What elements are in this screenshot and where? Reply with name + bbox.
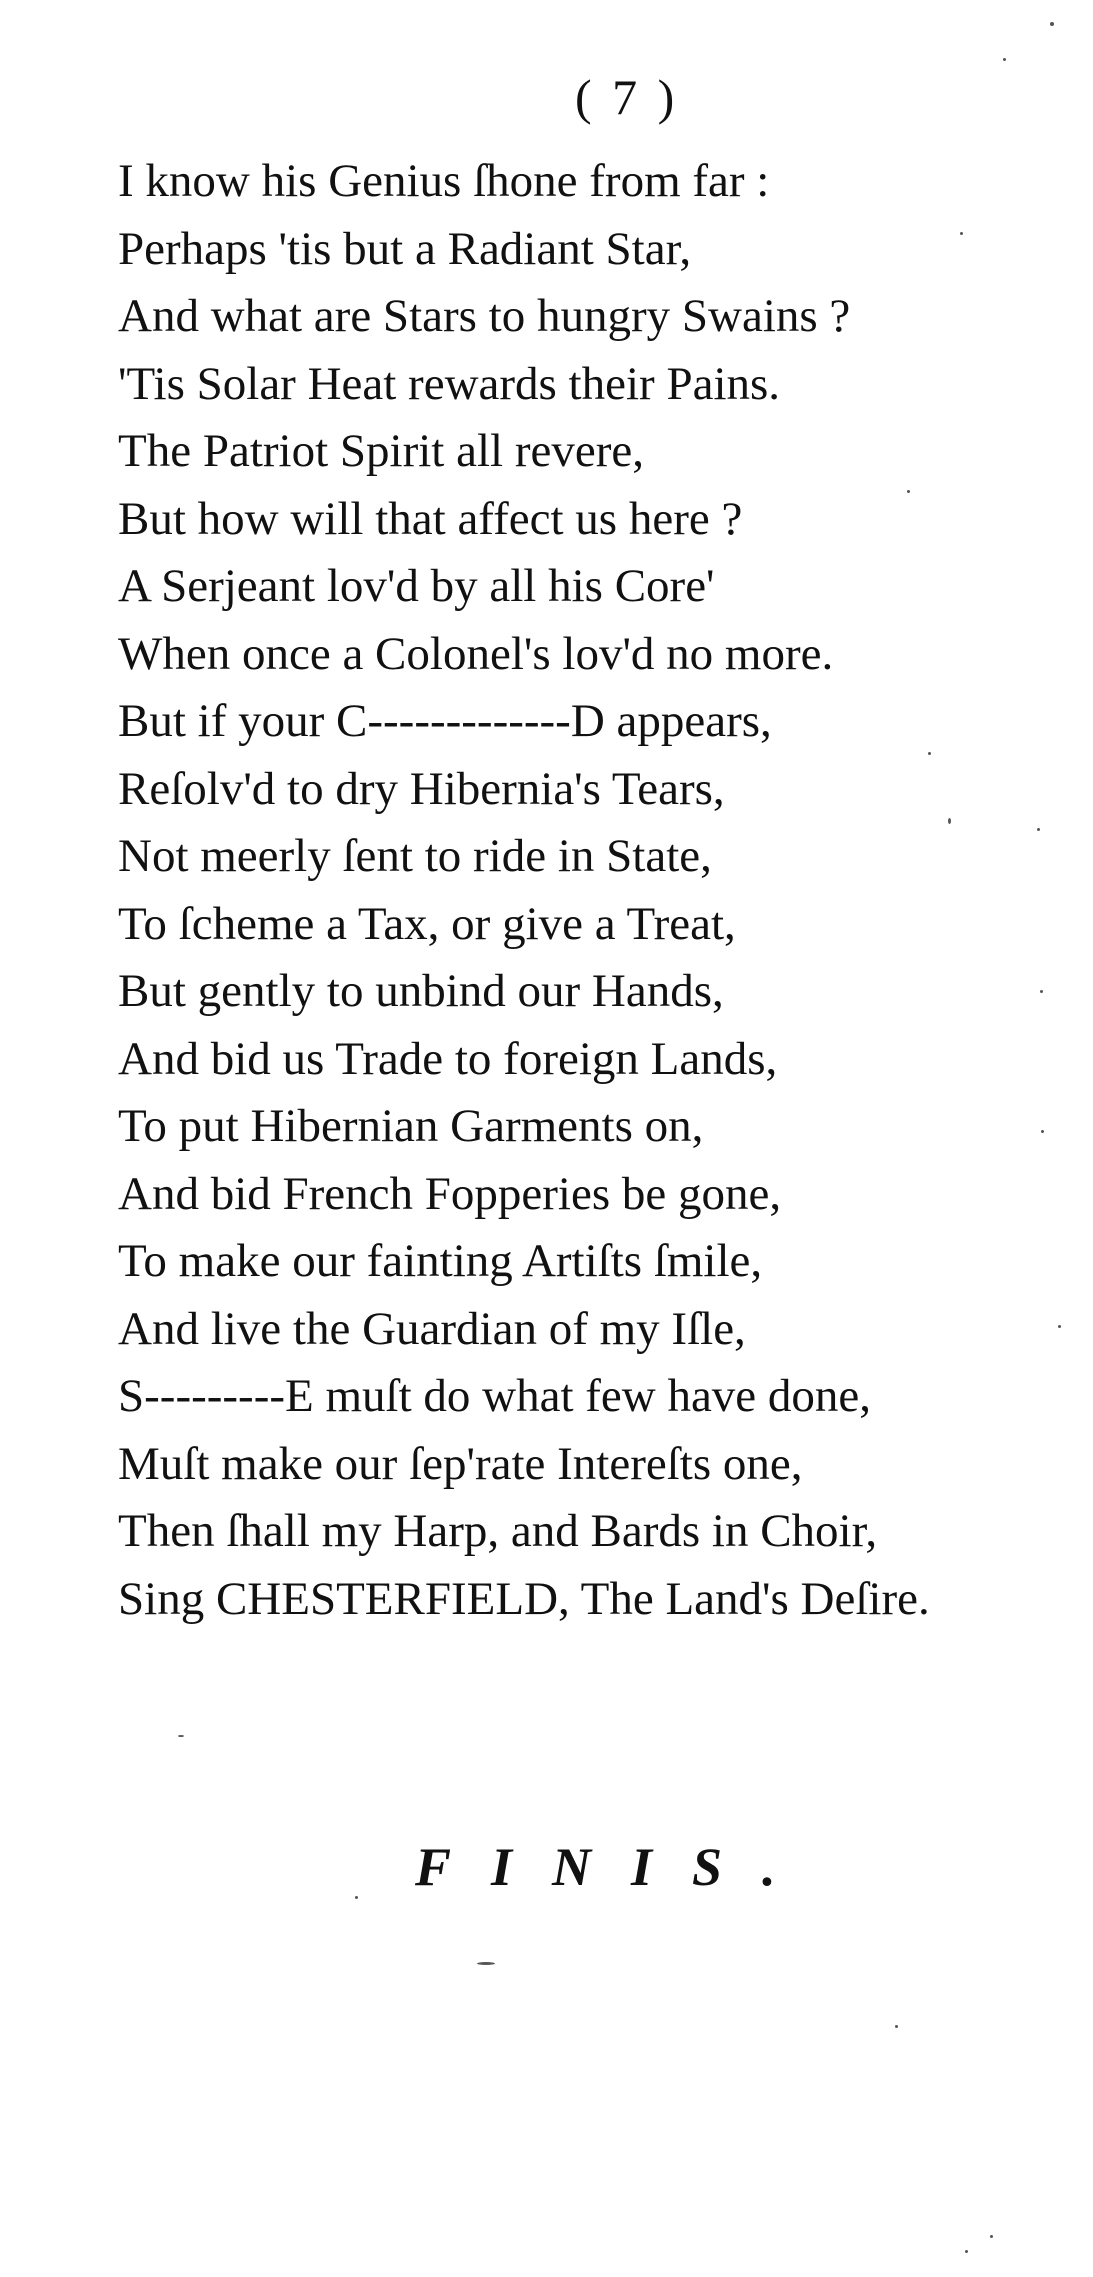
poem-line: And bid French Fopperies be gone, bbox=[118, 1167, 782, 1220]
poem-line: S---------E muſt do what few have done, bbox=[118, 1370, 872, 1422]
paper-speck bbox=[965, 2250, 968, 2253]
poem-line: And live the Guardian of my Iſle, bbox=[118, 1302, 746, 1355]
poem-line: To ſcheme a Tax, or give a Treat, bbox=[118, 897, 736, 950]
paper-speck bbox=[1040, 990, 1043, 993]
poem-line: But if your C-------------D appears, bbox=[118, 695, 772, 747]
poem-line: Muſt make our ſep'rate Intereſts one, bbox=[118, 1437, 803, 1490]
paper-speck bbox=[1050, 22, 1054, 26]
poem-line: Then ſhall my Harp, and Bards in Choir, bbox=[118, 1505, 878, 1557]
finis-heading: FINIS. bbox=[415, 1837, 816, 1897]
poem-line: Sing CHESTERFIELD, The Land's Deſire. bbox=[118, 1572, 930, 1625]
poem-line: And what are Stars to hungry Swains ? bbox=[118, 290, 851, 342]
paper-speck bbox=[1041, 1130, 1044, 1133]
poem-line: When once a Colonel's lov'd no more. bbox=[118, 627, 834, 680]
paper-speck bbox=[948, 818, 951, 824]
paper-speck bbox=[928, 752, 931, 755]
poem-line: But how will that affect us here ? bbox=[118, 492, 743, 545]
poem-line: A Serjeant lov'd by all his Core' bbox=[118, 560, 715, 612]
poem-line: Not meerly ſent to ride in State, bbox=[118, 830, 712, 882]
paper-speck bbox=[178, 1735, 184, 1737]
paper-speck bbox=[355, 1896, 358, 1899]
paper-speck bbox=[1058, 1325, 1061, 1328]
paper-speck bbox=[1037, 828, 1040, 831]
poem-line: The Patriot Spirit all revere, bbox=[118, 425, 644, 477]
paper-speck bbox=[1003, 58, 1006, 61]
page-number: ( 7 ) bbox=[575, 69, 679, 125]
paper-speck bbox=[960, 232, 963, 235]
poem-line: To make our fainting Artiſts ſmile, bbox=[118, 1235, 763, 1287]
paper-speck bbox=[477, 1962, 495, 1965]
poem-line: I know his Genius ſhone from far : bbox=[118, 155, 770, 207]
poem-line: And bid us Trade to foreign Lands, bbox=[118, 1032, 778, 1085]
poem-line: To put Hibernian Garments on, bbox=[118, 1100, 704, 1152]
poem-line: 'Tis Solar Heat rewards their Pains. bbox=[118, 357, 781, 410]
paper-speck bbox=[895, 2025, 898, 2028]
poem-text bbox=[118, 148, 1078, 1633]
paper-speck bbox=[907, 490, 910, 493]
paper-speck bbox=[990, 2235, 993, 2238]
poem-line: Reſolv'd to dry Hibernia's Tears, bbox=[118, 762, 725, 815]
poem-line: Perhaps 'tis but a Radiant Star, bbox=[118, 222, 692, 275]
poem-line: But gently to unbind our Hands, bbox=[118, 965, 724, 1017]
